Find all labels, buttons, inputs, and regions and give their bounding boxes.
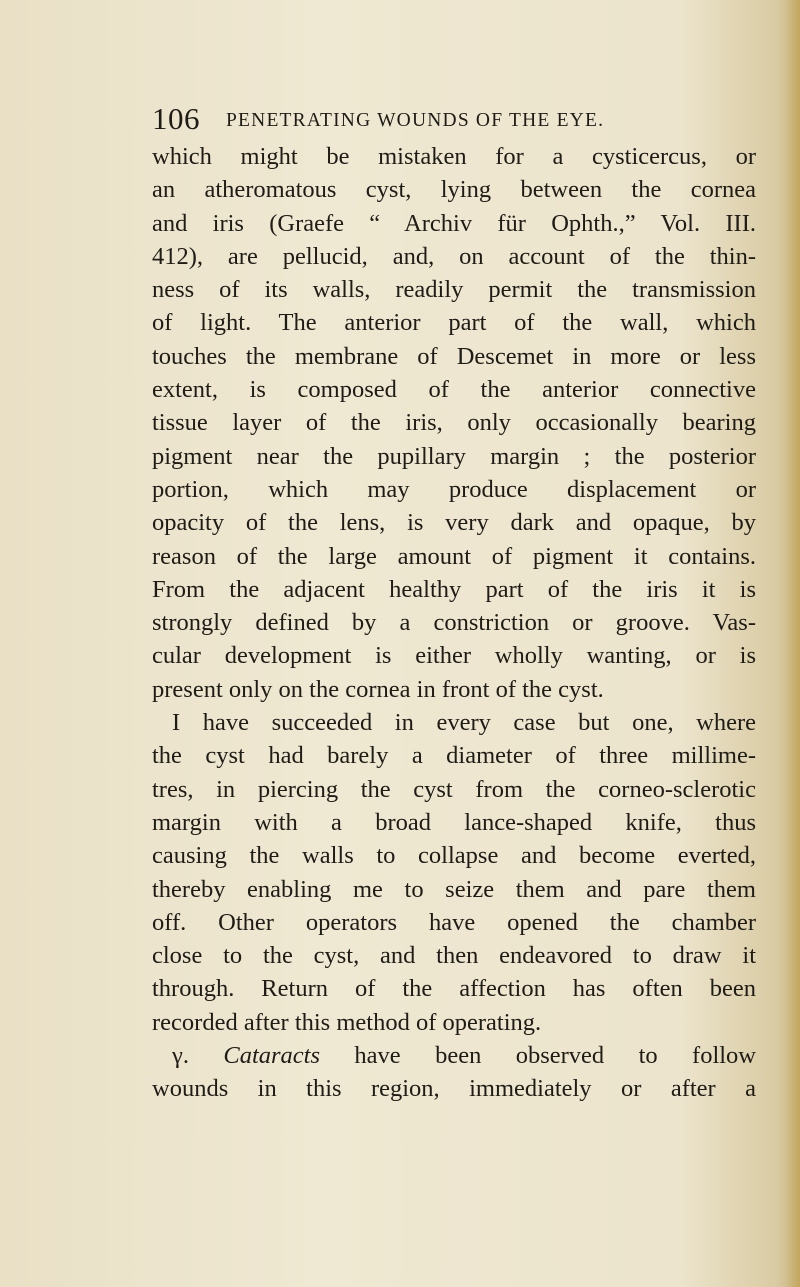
text-line: of light. The anterior part of the wall, which [152,309,756,337]
text-line: portion, which may produce displacement or [152,475,756,503]
body-text [152,140,756,1106]
text-line: pigment near the pupillary margin ; the posterior [152,442,756,470]
text-line: off. Other operators have opened the chamber [152,908,756,936]
text-line: through. Return of the affection has often been [152,975,756,1003]
page-header [152,101,732,137]
text-line: margin with a broad lance-shaped knife, thus [152,808,756,836]
text-line: extent, is composed of the anterior connective [152,376,756,404]
section-line [152,1039,756,1072]
text-line: tissue layer of the iris, only occasionally bearing [152,409,756,437]
text-line: opacity of the lens, is very dark and opaque, by [152,509,756,537]
text-line: the cyst had barely a diameter of three millime- [152,742,756,770]
text-line: reason of the large amount of pigment it contains. [152,542,756,570]
text-line: close to the cyst, and then endeavored to draw it [152,942,756,970]
text-line: wounds in this region, immediately or after a [152,1075,756,1103]
text-line: recorded after this method of operating. [152,1008,542,1036]
text-line: which might be mistaken for a cysticercus, or [152,143,756,170]
text-line: From the adjacent healthy part of the iris it is [152,575,756,603]
text-line: an atheromatous cyst, lying between the cornea [152,176,756,204]
text-line: 412), are pellucid, and, on account of the thin- [152,242,756,270]
text-line: ness of its walls, readily permit the transmission [152,276,756,304]
text-line: causing the walls to collapse and become everted, [152,842,756,870]
text-line: thereby enabling me to seize them and pare them [152,875,756,903]
text-line: have been observed to follow [354,1042,756,1070]
page-number: 106 [152,101,200,136]
text-line: tres, in piercing the cyst from the corneo-sclerotic [152,775,756,803]
section-marker: γ. [172,1042,189,1070]
page-edge-shadow [786,0,800,1287]
text-line: touches the membrane of Descemet in more or less [152,342,756,370]
text-line: present only on the cornea in front of the cyst. [152,675,604,703]
text-line: strongly defined by a constriction or groove. Vas- [152,609,756,637]
text-line: cular development is either wholly wanting, or is [152,642,756,670]
section-title: Cataracts [223,1042,321,1070]
text-line: I have succeeded in every case but one, where [172,709,756,737]
text-line: and iris (Graefe “ Archiv für Ophth.,” Vol. III. [152,209,756,237]
running-head: PENETRATING WOUNDS OF THE EYE. [226,110,605,131]
